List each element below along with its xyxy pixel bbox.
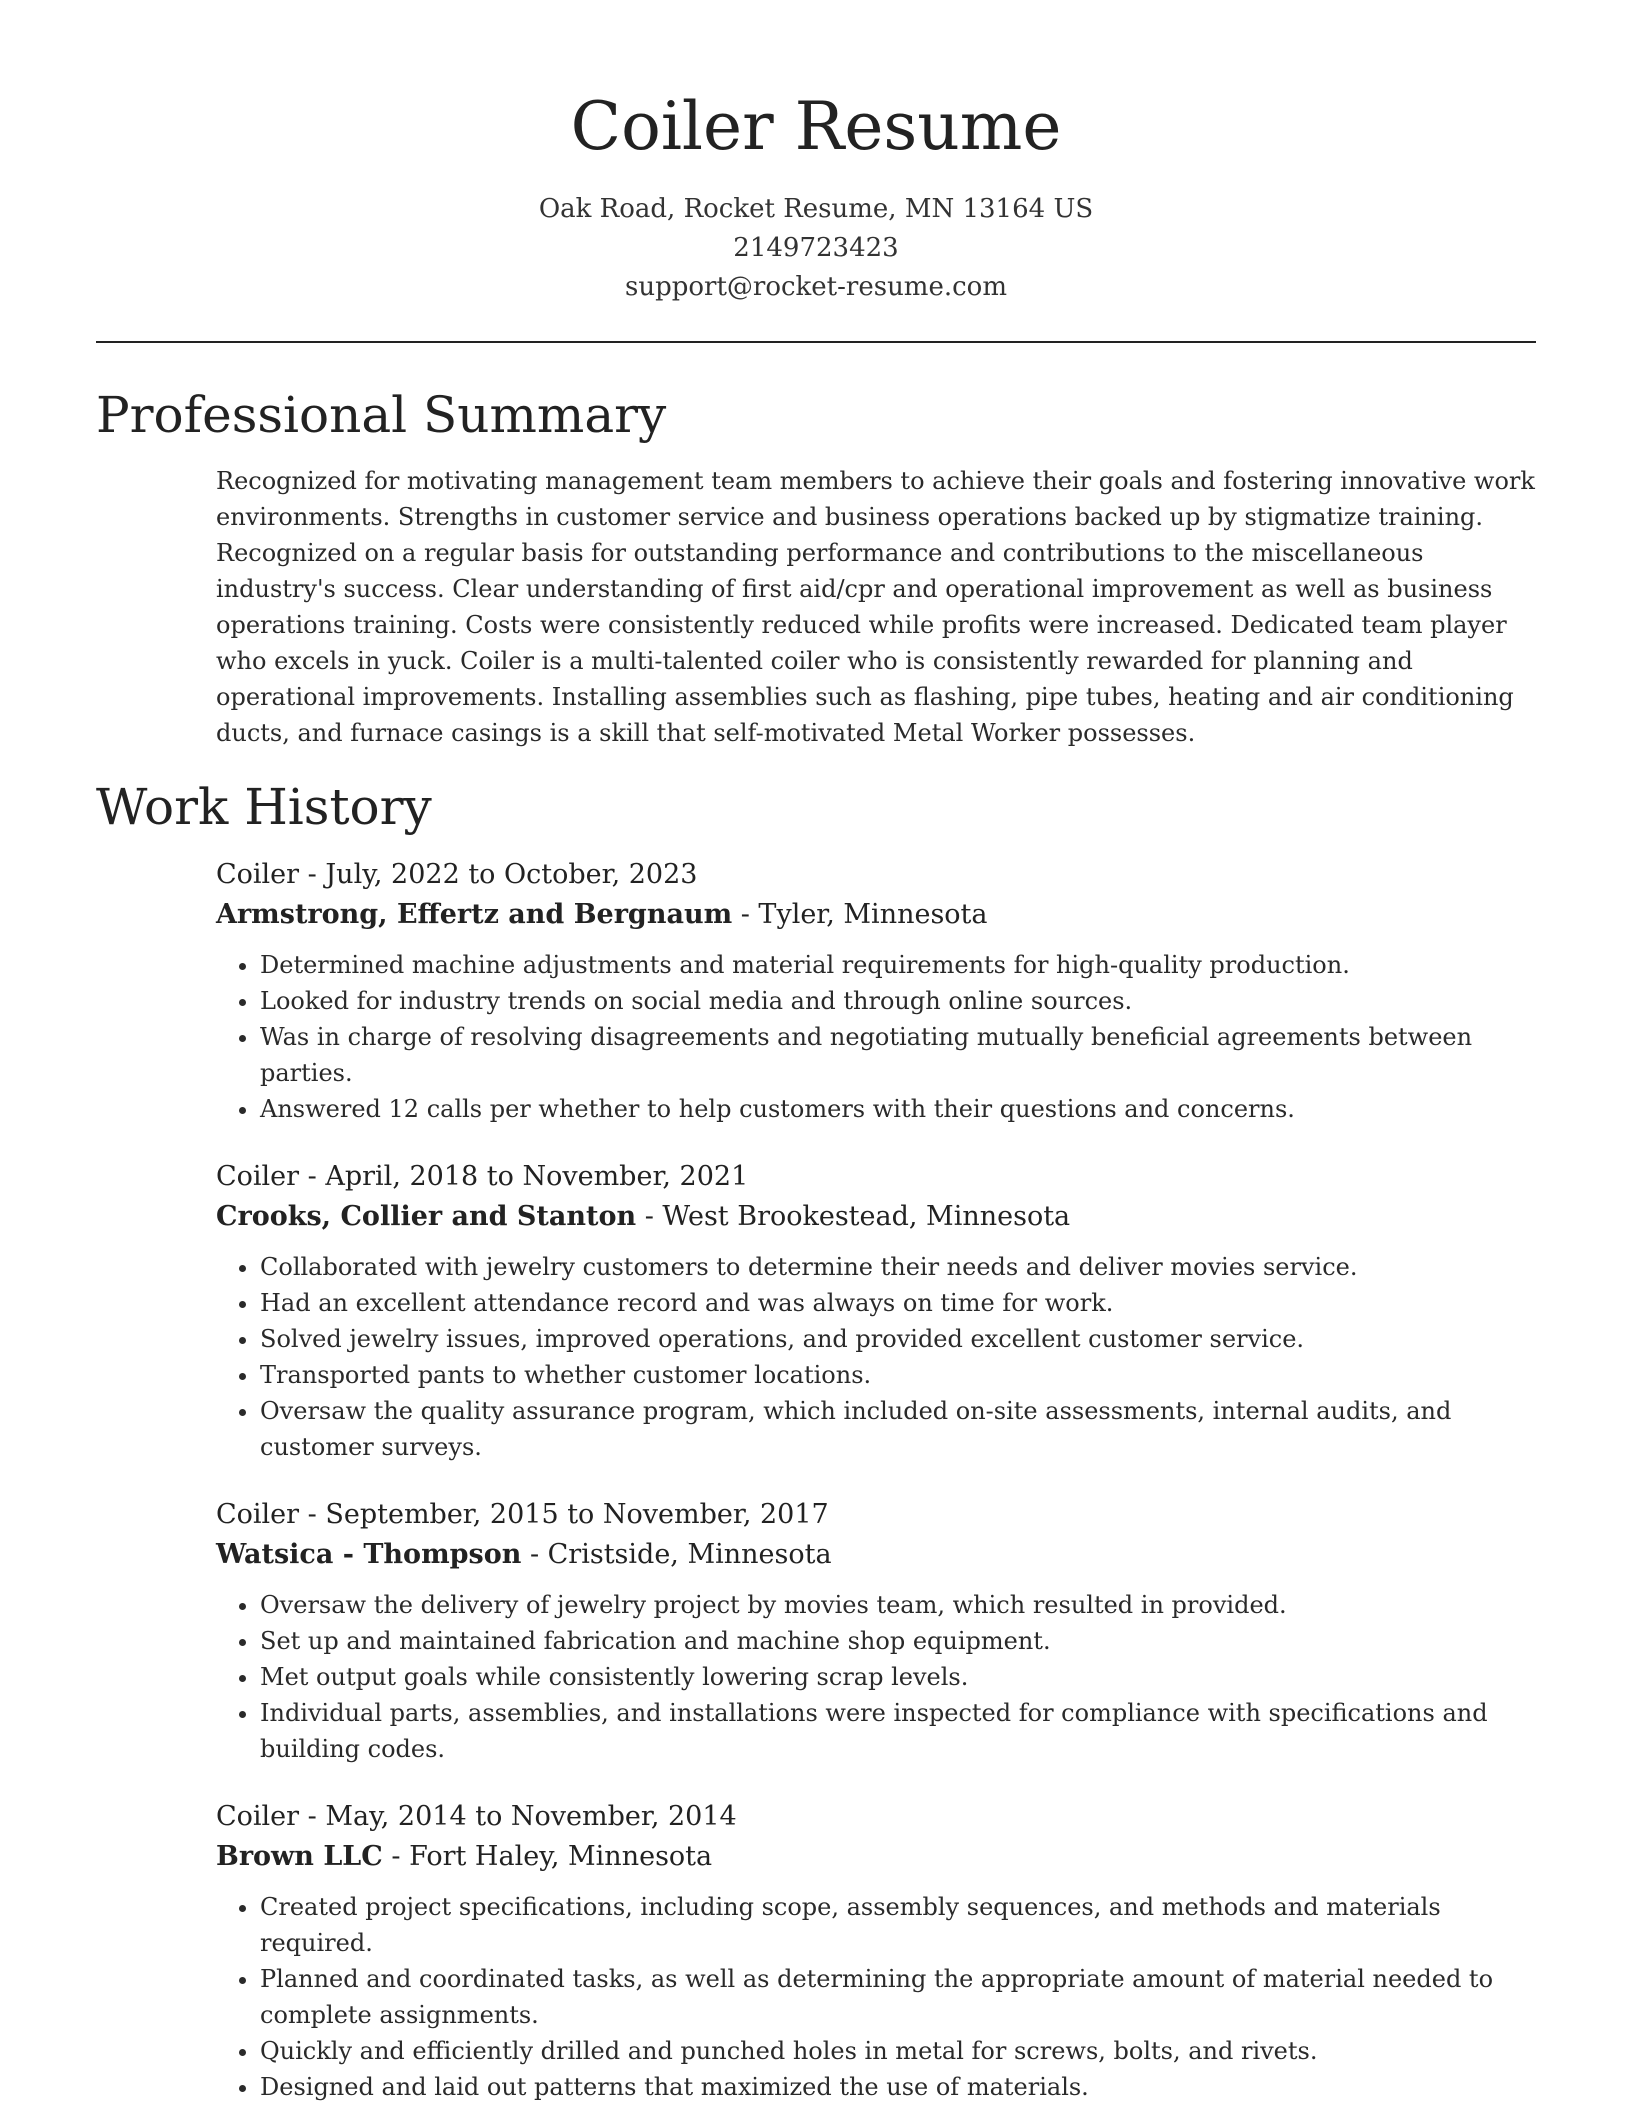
job-duty: • Planned and coordinated tasks, as well as determining the appropriate amount of material needed to complete assignments. bbox=[260, 1961, 1536, 2033]
job-duty: • Determined machine adjustments and material requirements for high-quality production. bbox=[260, 947, 1536, 983]
contact-phone: 2149723423 bbox=[733, 233, 899, 263]
job-entry bbox=[216, 855, 1536, 1127]
job-duty: • Oversaw the quality assurance program, which included on-site assessments, internal audits, and customer surveys. bbox=[260, 1393, 1536, 1465]
job-duty: • Quickly and efficiently drilled and punched holes in metal for screws, bolts, and rivets. bbox=[260, 2033, 1536, 2069]
job-employer bbox=[216, 1837, 1536, 1877]
work-history-section bbox=[216, 855, 1536, 2105]
job-duties bbox=[216, 1249, 1536, 1465]
job-title: Coiler - May, 2014 to November, 2014 bbox=[216, 1801, 737, 1832]
resume-name: Coiler Resume bbox=[570, 88, 1062, 165]
job-duty: • Had an excellent attendance record and was always on time for work. bbox=[260, 1285, 1536, 1321]
job-duty: • Designed and laid out patterns that maximized the use of materials. bbox=[260, 2069, 1536, 2105]
job-title: Coiler - September, 2015 to November, 2017 bbox=[216, 1499, 829, 1530]
job-duty: • Collaborated with jewelry customers to determine their needs and deliver movies service. bbox=[260, 1249, 1536, 1285]
job-duty: • Set up and maintained fabrication and machine shop equipment. bbox=[260, 1623, 1536, 1659]
job-location: - West Brookestead, Minnesota bbox=[636, 1201, 1071, 1232]
job-duty: • Created project specifications, including scope, assembly sequences, and methods and materials required. bbox=[260, 1889, 1536, 1961]
job-duty: • Answered 12 calls per whether to help customers with their questions and concerns. bbox=[260, 1091, 1536, 1127]
job-duties bbox=[216, 1587, 1536, 1767]
job-title: Coiler - July, 2022 to October, 2023 bbox=[216, 859, 698, 890]
job-entry bbox=[216, 1495, 1536, 1767]
job-duty: • Looked for industry trends on social media and through online sources. bbox=[260, 983, 1536, 1019]
work-history-heading: Work History bbox=[96, 778, 432, 836]
job-duty: • Was in charge of resolving disagreements and negotiating mutually beneficial agreements between parties. bbox=[260, 1019, 1536, 1091]
summary-section bbox=[216, 463, 1536, 751]
job-employer bbox=[216, 895, 1536, 935]
job-duty: • Transported pants to whether customer locations. bbox=[260, 1357, 1536, 1393]
job-location: - Fort Haley, Minnesota bbox=[382, 1841, 713, 1872]
job-duties bbox=[216, 1889, 1536, 2105]
job-entry bbox=[216, 1797, 1536, 2105]
job-company-name: Armstrong, Effertz and Bergnaum bbox=[216, 899, 733, 930]
header-divider bbox=[96, 341, 1536, 343]
job-location: - Cristside, Minnesota bbox=[521, 1539, 832, 1570]
contact-email: support@rocket-resume.com bbox=[624, 272, 1007, 302]
summary-heading: Professional Summary bbox=[96, 386, 667, 444]
summary-text: Recognized for motivating management team members to achieve their goals and fostering innovative work environments. Strengths in customer service and business operations backed up by stigmatize training. Recognized on a regular basis for outstanding performance and contributions to the miscellaneous industry's success. Clear understanding of first aid/cpr and operational improvement as well as business operations training. Costs were consistently reduced while profits were increased. Dedicated team player who excels in yuck. Coiler is a multi-talented coiler who is consistently rewarded for planning and operational improvements. Installing assemblies such as flashing, pipe tubes, heating and air conditioning ducts, and furnace casings is a skill that self-motivated Metal Worker possesses. bbox=[216, 467, 1535, 747]
job-title: Coiler - April, 2018 to November, 2021 bbox=[216, 1161, 749, 1192]
job-entry bbox=[216, 1157, 1536, 1465]
contact-block bbox=[96, 190, 1536, 307]
job-company-name: Brown LLC bbox=[216, 1841, 383, 1872]
job-employer bbox=[216, 1197, 1536, 1237]
contact-address: Oak Road, Rocket Resume, MN 13164 US bbox=[538, 194, 1094, 224]
job-duty: • Met output goals while consistently lowering scrap levels. bbox=[260, 1659, 1536, 1695]
job-duty: • Individual parts, assemblies, and installations were inspected for compliance with specifications and building codes. bbox=[260, 1695, 1536, 1767]
job-duty: • Oversaw the delivery of jewelry project by movies team, which resulted in provided. bbox=[260, 1587, 1536, 1623]
job-location: - Tyler, Minnesota bbox=[732, 899, 988, 930]
job-duties bbox=[216, 947, 1536, 1127]
job-company-name: Watsica - Thompson bbox=[216, 1539, 522, 1570]
job-duty: • Solved jewelry issues, improved operations, and provided excellent customer service. bbox=[260, 1321, 1536, 1357]
resume-header bbox=[96, 0, 1536, 307]
job-employer bbox=[216, 1535, 1536, 1575]
job-company-name: Crooks, Collier and Stanton bbox=[216, 1201, 637, 1232]
